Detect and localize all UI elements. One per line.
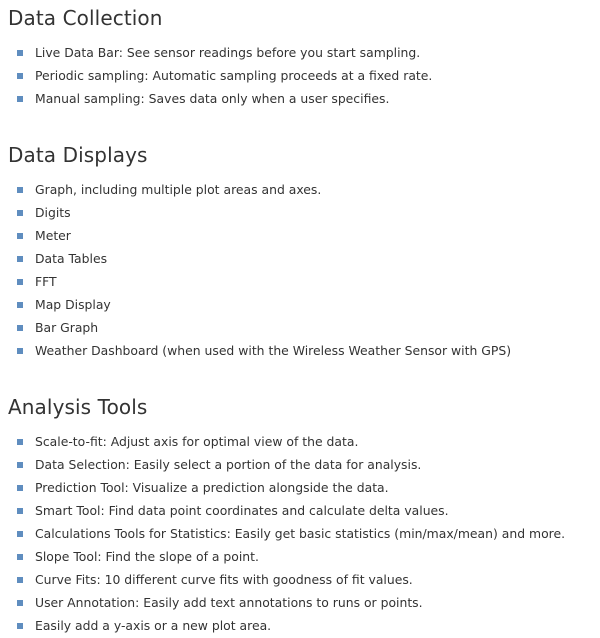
list-item-text: FFT [35, 274, 57, 289]
square-bullet-icon [17, 302, 23, 308]
square-bullet-icon [17, 531, 23, 537]
square-bullet-icon [17, 325, 23, 331]
list-item-text: Map Display [35, 296, 111, 312]
list-item-text: Data Tables [35, 251, 108, 267]
square-bullet-icon [17, 279, 23, 285]
square-bullet-icon [17, 256, 23, 262]
section-analysis-tools [8, 395, 565, 637]
list-item [17, 339, 511, 362]
list-item-text: Live Data Bar: See sensor readings before you start sampling. [35, 45, 421, 61]
list-item [17, 614, 565, 637]
list-item [17, 248, 511, 271]
list-item-text: Graph, including multiple plot areas and axes. [35, 182, 322, 198]
square-bullet-icon [17, 577, 23, 583]
square-bullet-icon [17, 50, 23, 56]
section-data-collection [8, 6, 432, 111]
list-item [17, 225, 511, 248]
square-bullet-icon [17, 623, 23, 629]
square-bullet-icon [17, 554, 23, 560]
list-item [17, 293, 511, 316]
list-item [17, 545, 565, 568]
list-item-text: Meter [35, 228, 71, 244]
square-bullet-icon [17, 233, 23, 239]
list-item-text: Manual sampling: Saves data only when a user specifies. [35, 91, 390, 107]
list-item-text: Data Selection: Easily select a portion of the data for analysis. [35, 457, 422, 473]
square-bullet-icon [17, 508, 23, 514]
list-item [17, 271, 511, 294]
square-bullet-icon [17, 600, 23, 606]
list-item-text: Curve Fits: 10 different curve fits with goodness of fit values. [35, 571, 413, 587]
square-bullet-icon [17, 73, 23, 79]
list-item [17, 316, 511, 339]
list-item [17, 202, 511, 225]
list-item [17, 431, 565, 454]
square-bullet-icon [17, 96, 23, 102]
list-item-text: Digits [35, 205, 71, 221]
square-bullet-icon [17, 187, 23, 193]
list-item-text: Prediction Tool: Visualize a prediction alongside the data. [35, 480, 389, 496]
square-bullet-icon [17, 210, 23, 216]
bullet-list-analysis-tools [8, 431, 565, 637]
list-item [17, 179, 511, 202]
bullet-list-data-collection [8, 42, 432, 111]
square-bullet-icon [17, 485, 23, 491]
list-item [17, 568, 565, 591]
list-item [17, 500, 565, 523]
list-item [17, 42, 432, 65]
list-item-text: Smart Tool: Find data point coordinates and calculate delta values. [35, 503, 449, 519]
section-data-displays [8, 143, 511, 362]
list-item-text: Bar Graph [35, 319, 99, 335]
bullet-list-data-displays [8, 179, 511, 362]
list-item-text: Weather Dashboard (when used with the Wireless Weather Sensor with GPS) [35, 342, 512, 358]
list-item [17, 88, 432, 111]
list-item-text: Calculations Tools for Statistics: Easily get basic statistics (min/max/mean) and more. [35, 526, 566, 541]
section-title-data-collection: Data Collection [8, 6, 163, 30]
list-item-text: Easily add a y-axis or a new plot area. [35, 617, 272, 633]
square-bullet-icon [17, 439, 23, 445]
list-item [17, 454, 565, 477]
list-item [17, 477, 565, 500]
section-title-data-displays: Data Displays [8, 143, 148, 167]
square-bullet-icon [17, 462, 23, 468]
list-item-text: Periodic sampling: Automatic sampling proceeds at a fixed rate. [35, 68, 433, 84]
list-item [17, 591, 565, 614]
list-item-text: User Annotation: Easily add text annotations to runs or points. [35, 594, 423, 610]
list-item [17, 523, 565, 546]
list-item-text: Scale-to-fit: Adjust axis for optimal view of the data. [35, 434, 359, 450]
section-title-analysis-tools: Analysis Tools [8, 395, 148, 419]
list-item [17, 65, 432, 88]
square-bullet-icon [17, 348, 23, 354]
list-item-text: Slope Tool: Find the slope of a point. [35, 548, 259, 564]
